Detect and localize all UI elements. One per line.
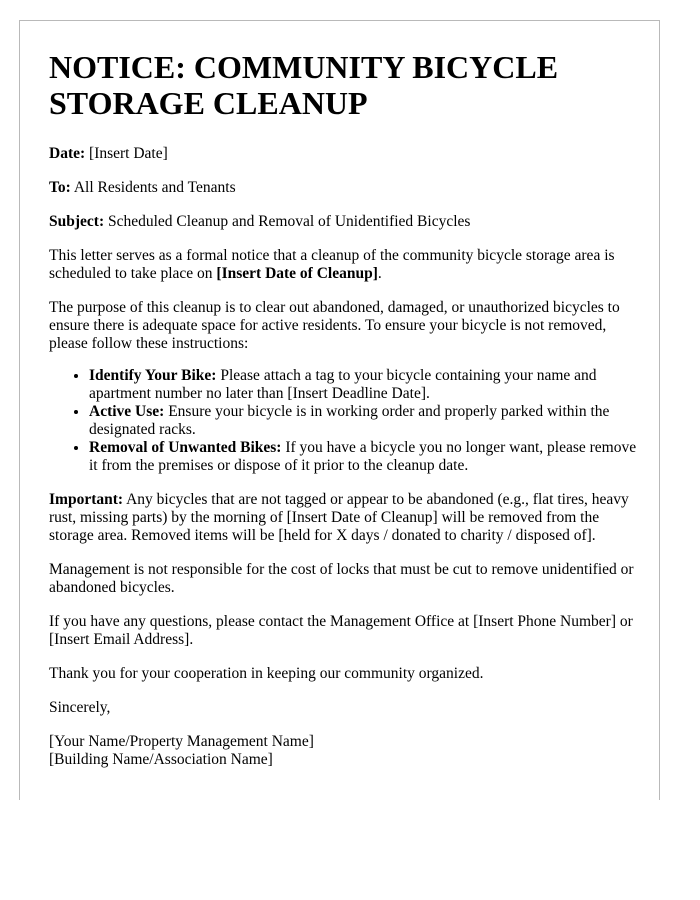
important-text: Any bicycles that are not tagged or appear to be abandoned (e.g., flat tires, heavy rust, missing parts) by the morning of [Insert Date of Cleanup] will be removed from the storage area. Removed items will be [held for X days / donated to charity / disposed of]. — [49, 491, 629, 544]
instruction-label: Active Use: — [89, 403, 165, 420]
date-line — [49, 145, 637, 163]
instruction-label: Identify Your Bike: — [89, 367, 217, 384]
questions-paragraph: If you have any questions, please contact the Management Office at [Insert Phone Number] or [Insert Email Address]. — [49, 613, 633, 648]
subject-label: Subject: — [49, 213, 105, 230]
intro-end: . — [377, 265, 382, 282]
subject-line — [49, 213, 637, 231]
list-item — [89, 403, 637, 439]
important-paragraph — [49, 491, 637, 545]
instruction-label: Removal of Unwanted Bikes: — [89, 439, 282, 456]
instruction-list — [49, 367, 637, 475]
instruction-text: Please attach a tag to your bicycle containing your name and apartment number no later than [Insert Deadline Date]. — [89, 367, 597, 402]
purpose-paragraph: The purpose of this cleanup is to clear out abandoned, damaged, or unauthorized bicycles to ensure there is adequate space for active residents. To ensure your bicycle is not removed, please follow these instructions: — [49, 299, 620, 352]
closing: Sincerely, — [49, 699, 111, 716]
instruction-text: If you have a bicycle you no longer want, please remove it from the premises or dispose of it prior to the cleanup date. — [89, 439, 637, 474]
to-value: All Residents and Tenants — [70, 179, 236, 196]
important-label: Important: — [49, 491, 124, 508]
letter-page — [19, 20, 660, 800]
instruction-text: Ensure your bicycle is in working order and properly parked within the designated racks. — [89, 403, 610, 438]
date-value: [Insert Date] — [85, 145, 168, 162]
to-label: To: — [49, 179, 71, 196]
locks-paragraph: Management is not responsible for the cost of locks that must be cut to remove unidentified or abandoned bicycles. — [49, 561, 634, 596]
subject-value: Scheduled Cleanup and Removal of Unidentified Bicycles — [104, 213, 471, 230]
intro-text: This letter serves as a formal notice that a cleanup of the community bicycle storage area is scheduled to take place on — [49, 247, 615, 282]
signature-name: [Your Name/Property Management Name] — [49, 733, 314, 750]
intro-cleanup-date: [Insert Date of Cleanup] — [216, 265, 378, 282]
date-label: Date: — [49, 145, 86, 162]
list-item — [89, 367, 637, 403]
thanks-paragraph: Thank you for your cooperation in keeping our community organized. — [49, 665, 484, 682]
intro-paragraph — [49, 247, 637, 283]
signature-building: [Building Name/Association Name] — [49, 751, 273, 768]
page-title: NOTICE: COMMUNITY BICYCLE STORAGE CLEANUP — [49, 49, 559, 121]
to-line — [49, 179, 637, 197]
list-item — [89, 439, 637, 475]
signature-block — [49, 699, 637, 769]
